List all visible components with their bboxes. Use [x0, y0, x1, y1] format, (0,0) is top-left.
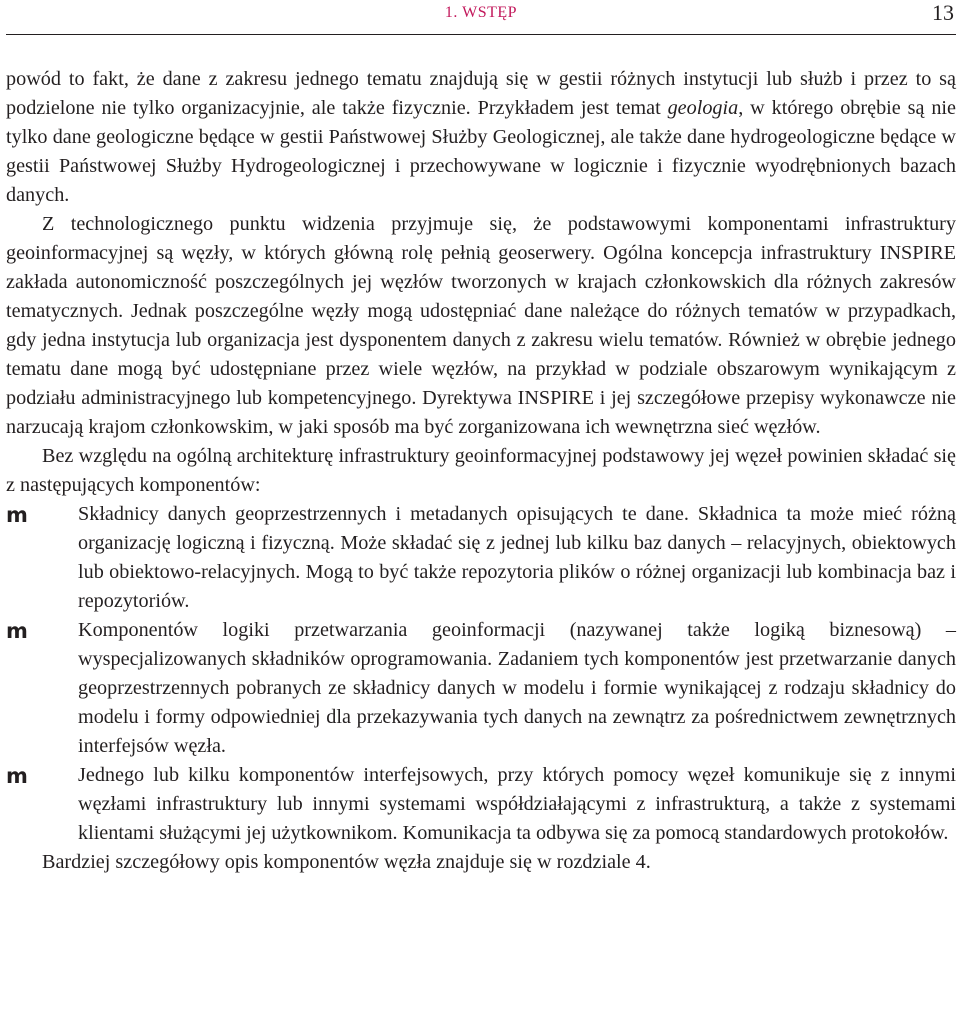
- chapter-title: 1. WSTĘP: [444, 4, 518, 21]
- bullet-icon: m: [6, 503, 28, 527]
- list-item: [6, 616, 956, 761]
- list-item-text: Składnicy danych geoprzestrzennych i metadanych opisujących te dane. Składnica ta może mieć różną organizację logiczną i fizyczną. Może składać się z jednej lub kilku baz danych – relacyjnych, obiektowych lub obiektowo-relacyjnych. Mogą to być także repozytoria plików o różnej organizacji lub kombinacja baz i repozytoriów.: [78, 503, 956, 612]
- page-number: 13: [932, 0, 954, 25]
- list-item: [6, 761, 956, 848]
- running-header: [6, 0, 956, 35]
- list-item-text: Jednego lub kilku komponentów interfejsowych, przy których pomocy węzeł komunikuje się z innymi węzłami infrastruktury lub innymi systemami współdziałającymi z infrastrukturą, a także z systemami klientami służącymi jej użytkownikom. Komunikacja ta odbywa się za pomocą standardowych protokołów.: [78, 764, 956, 844]
- paragraph-3: Bez względu na ogólną architekturę infrastruktury geoinformacyjnej podstawowy jej węzeł powinien składać się z następujących komponentów:: [6, 445, 956, 496]
- bullet-icon: m: [6, 619, 28, 643]
- paragraph-1-part-b: , w którego obrębie są nie tylko dane geologiczne będące w gestii Państwowej Służby Geologicznej, ale także dane hydrogeologiczne będące w gestii Państwowej Służby Hydrogeologicznej i przechowywane w logicznie i fizycznie wyodrębnionych bazach danych.: [6, 97, 956, 206]
- document-page: [6, 0, 956, 1021]
- paragraph-2: Z technologicznego punktu widzenia przyjmuje się, że podstawowymi komponentami infrastruktury geoinformacyjnej są węzły, w których główną rolę pełnią geoserwery. Ogólna koncepcja infrastruktury INSPIRE zakłada autonomiczność poszczególnych jej węzłów tworzonych w krajach członkowskich dla różnych zakresów tematycznych. Jednak poszczególne węzły mogą udostępniać dane należące do różnych tematów w przypadkach, gdy jedna instytucja lub organizacja jest dysponentem danych z zakresu wielu tematów. Również w obrębie jednego tematu dane mogą być udostępniane przez wiele węzłów, na przykład w podziale obszarowym wynikającym z podziału administracyjnego lub kompetencyjnego. Dyrektywa INSPIRE i jej szczegółowe przepisy wykonawcze nie narzucają krajom członkowskim, w jaki sposób ma być zorganizowana ich wewnętrzna sieć węzłów.: [6, 213, 956, 438]
- list-item: [6, 500, 956, 616]
- body-text: [6, 35, 956, 877]
- term-geologia: geologia: [667, 97, 739, 119]
- list-item-text: Komponentów logiki przetwarzania geoinformacji (nazywanej także logiką biznesową) – wyspecjalizowanych składników oprogramowania. Zadaniem tych komponentów jest przetwarzanie danych geoprzestrzennych pobranych ze składnicy danych w modelu i formie wynikającej z rodzaju składnicy do modelu i formy odpowiedniej dla przekazywania tych danych na zewnątrz za pośrednictwem zewnętrznych interfejsów węzła.: [78, 619, 956, 757]
- paragraph-1-part-a: powód to fakt, że dane z zakresu jednego tematu znajdują się w gestii różnych instytucji lub służb i przez to są podzielone nie tylko organizacyjnie, ale także fizycznie. Przykładem jest temat: [6, 68, 956, 119]
- paragraph-4: Bardziej szczegółowy opis komponentów węzła znajduje się w rozdziale 4.: [42, 851, 651, 873]
- component-list: [6, 500, 956, 848]
- bullet-icon: m: [6, 764, 28, 788]
- paragraph-1: [6, 65, 956, 210]
